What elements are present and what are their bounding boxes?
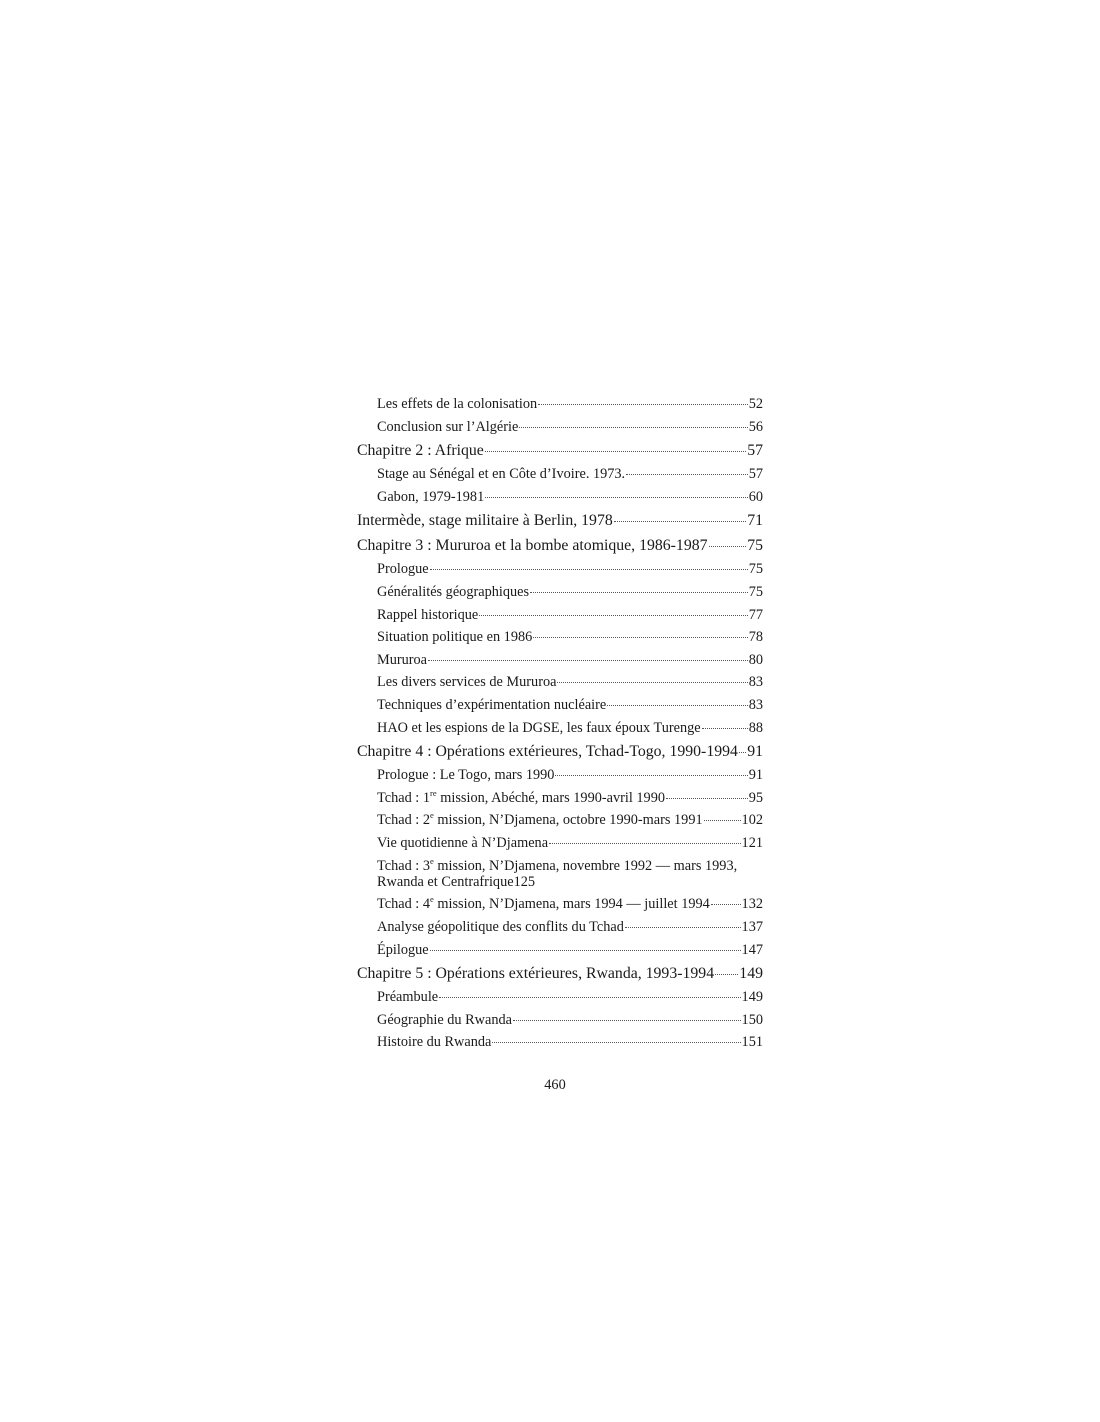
toc-entry [357,764,763,787]
toc-entry-page: 102 [741,812,763,829]
toc-entry-page: 150 [741,1011,763,1028]
toc-entry [357,694,763,717]
toc-entry-page: 151 [741,1034,763,1051]
toc-entry-page: 149 [739,965,763,983]
toc-entry-page: 57 [747,442,763,460]
dot-leader [626,474,748,475]
toc-entry-page: 125 [513,873,536,890]
dot-leader [557,682,747,683]
toc-entry-title-end: mission, N’Djamena, octobre 1990-mars 1991 [433,812,703,829]
toc-entry-title: Généralités géographiques [377,583,530,600]
toc-entry-page: 71 [747,512,763,530]
dot-leader [739,752,746,753]
toc-entry [357,916,763,939]
dot-leader [513,1020,741,1021]
toc-entry-page: 132 [741,896,763,913]
toc-chapter-entry [357,961,763,986]
toc-entry [357,393,763,416]
toc-entry-page: 75 [748,561,763,578]
toc-entry-title: Épilogue [377,941,429,958]
toc-entry-title-start: Tchad : 3 [377,857,430,874]
toc-entry-title: Analyse géopolitique des conflits du Tchad [377,918,624,935]
ordinal-superscript: e [430,894,434,905]
toc-entry-page: 78 [748,629,763,646]
toc-entry-title: Les divers services de Mururoa [377,674,557,691]
toc-chapter-entry [357,438,763,463]
toc-entry [357,626,763,649]
toc-entry-title: Histoire du Rwanda [377,1034,492,1051]
dot-leader [709,546,747,547]
toc-chapter-entry [357,533,763,558]
toc-entry-title-start: Tchad : 4 [377,896,430,913]
dot-leader [549,843,741,844]
ordinal-superscript: e [430,810,434,821]
toc-entry-title: Rappel historique [377,606,479,623]
toc-entry-page: 60 [748,488,763,505]
toc-entry-title-end: mission, N’Djamena, novembre 1992 — mars 1993, [433,857,738,874]
dot-leader [439,997,740,998]
toc-entry-title-line2-row [377,874,763,890]
toc-entry-title: Prologue : Le Togo, mars 1990 [377,767,555,784]
toc-entry-page: 83 [748,696,763,713]
toc-entry [357,581,763,604]
toc-entry-title: Préambule [377,989,439,1006]
dot-leader [666,798,748,799]
toc-entry [357,671,763,694]
toc-entry [357,463,763,486]
toc-entry [357,649,763,672]
toc-entry-page: 137 [741,918,763,935]
toc-entry-title: Prologue [377,561,429,578]
toc-entry-page: 80 [748,651,763,668]
dot-leader [479,615,747,616]
toc-entry-title: Stage au Sénégal et en Côte d’Ivoire. 1973. [377,466,626,483]
toc-entry-page: 91 [747,743,763,761]
toc-entry-page: 147 [741,941,763,958]
toc-entry-title-start: Tchad : 2 [377,812,430,829]
dot-leader [428,660,748,661]
toc-entry-title [377,809,703,832]
toc-entry-title-start: Tchad : 1 [377,789,430,806]
toc-entry-title: Intermède, stage militaire à Berlin, 1978 [357,512,613,530]
toc-entry-title: Géographie du Rwanda [377,1011,512,1028]
toc-entry [357,1009,763,1032]
toc-entry-title-line1 [377,855,763,874]
dot-leader [555,775,747,776]
toc-entry [357,939,763,962]
dot-leader [530,592,748,593]
toc-chapter-entry [357,739,763,764]
toc-entry-page: 52 [748,396,763,412]
toc-entry-title: HAO et les espions de la DGSE, les faux époux Turenge [377,719,701,736]
dot-leader [519,427,747,428]
dot-leader [702,728,748,729]
toc-entry-page: 56 [748,418,763,435]
dot-leader [538,404,748,405]
page-number: 460 [544,1077,566,1093]
toc-entry-page: 75 [748,583,763,600]
dot-leader [492,1042,740,1043]
dot-leader [625,927,741,928]
toc-entry [357,717,763,740]
dot-leader [715,974,738,975]
toc-entry [357,809,763,832]
dot-leader [430,950,741,951]
toc-entry-multiline [357,855,763,894]
toc-entry-page: 88 [748,719,763,736]
toc-entry [357,486,763,509]
dot-leader [614,521,746,522]
toc-entry [357,832,763,855]
toc-entry-title: Situation politique en 1986 [377,629,533,646]
toc-entry-title [377,787,665,810]
toc-entry-title: Conclusion sur l’Algérie [377,418,519,435]
toc-entry-page: 57 [748,466,763,483]
toc-entry-title: Mururoa [377,651,428,668]
dot-leader [533,637,747,638]
toc-entry-title: Gabon, 1979-1981 [377,488,485,505]
toc-entry [357,986,763,1009]
dot-leader [485,451,746,452]
toc-entry-title: Chapitre 2 : Afrique [357,442,484,460]
dot-leader [485,497,747,498]
toc-entry [357,604,763,627]
toc-entry-title: Les effets de la colonisation [377,396,538,412]
ordinal-superscript: re [430,787,437,798]
toc-entry [357,558,763,581]
dot-leader [711,904,741,905]
toc-entry-title: Chapitre 3 : Mururoa et la bombe atomique, 1986-1987 [357,537,708,555]
toc-entry-title [377,893,710,916]
table-of-contents [357,393,763,1054]
dot-leader [430,569,748,570]
toc-entry-page: 91 [748,767,763,784]
toc-entry-page: 75 [747,537,763,555]
toc-entry [357,893,763,916]
dot-leader [704,820,741,821]
toc-entry-page: 121 [741,834,763,851]
toc-entry-title: Chapitre 4 : Opérations extérieures, Tchad-Togo, 1990-1994 [357,743,738,761]
toc-entry-page: 149 [741,989,763,1006]
toc-entry-title: Techniques d’expérimentation nucléaire [377,696,607,713]
toc-entry [357,787,763,810]
ordinal-superscript: e [430,855,434,866]
toc-entry-page: 77 [748,606,763,623]
toc-entry [357,416,763,439]
toc-entry-title: Vie quotidienne à N’Djamena [377,834,549,851]
dot-leader [607,705,747,706]
toc-entry-title-end: mission, N’Djamena, mars 1994 — juillet 1994 [433,896,710,913]
toc-entry-title-end: mission, Abéché, mars 1990-avril 1990 [436,789,665,806]
toc-entry [357,1031,763,1054]
toc-entry-page: 95 [748,789,763,806]
toc-entry-page: 83 [748,674,763,691]
toc-chapter-entry [357,508,763,533]
toc-entry-title: Chapitre 5 : Opérations extérieures, Rwanda, 1993-1994 [357,965,715,983]
toc-entry-title-line2: Rwanda et Centrafrique [377,873,514,890]
